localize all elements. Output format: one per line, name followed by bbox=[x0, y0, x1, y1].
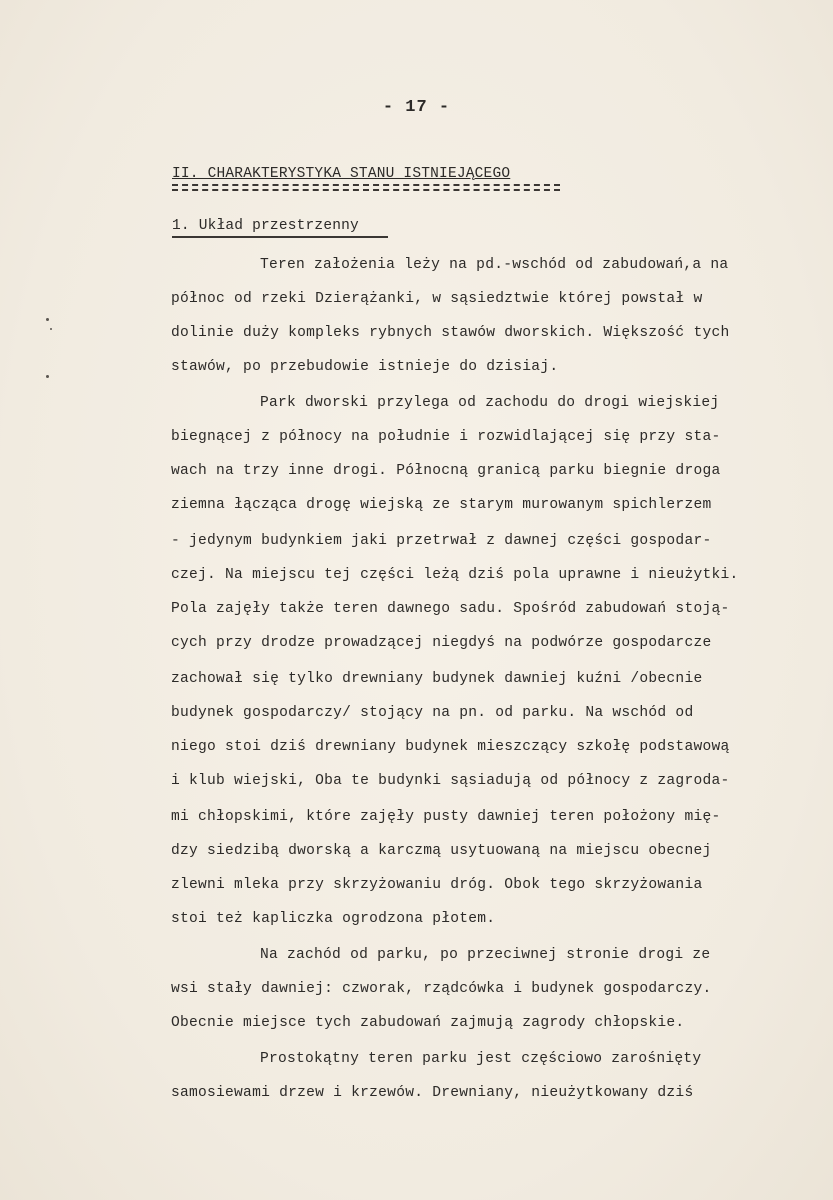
text-line: Teren założenia leży na pd.-wschód od zabudowań,a na bbox=[260, 257, 729, 273]
scan-speck bbox=[46, 375, 49, 378]
text-line: ziemna łącząca drogę wiejską ze starym murowanym spichlerzem bbox=[171, 497, 712, 513]
scan-speck bbox=[46, 318, 49, 321]
page-number: - 17 - bbox=[382, 98, 451, 117]
text-line: mi chłopskimi, które zajęły pusty dawniej teren położony mię- bbox=[171, 809, 721, 825]
text-line: stawów, po przebudowie istnieje do dzisiaj. bbox=[171, 359, 559, 375]
text-line: stoi też kapliczka ogrodzona płotem. bbox=[171, 911, 496, 927]
text-line: Obecnie miejsce tych zabudowań zajmują zagrody chłopskie. bbox=[171, 1015, 685, 1031]
text-line: budynek gospodarczy/ stojący na pn. od parku. Na wschód od bbox=[171, 705, 694, 721]
text-line: i klub wiejski, Oba te budynki sąsiadują od północy z zagroda- bbox=[171, 773, 730, 789]
text-line: cych przy drodze prowadzącej niegdyś na podwórze gospodarcze bbox=[171, 635, 712, 651]
text-line: Park dworski przylega od zachodu do drogi wiejskiej bbox=[260, 395, 720, 411]
text-line: Pola zajęły także teren dawnego sadu. Spośród zabudowań stoją- bbox=[171, 601, 730, 617]
text-line: niego stoi dziś drewniany budynek mieszczący szkołę podstawową bbox=[171, 739, 730, 755]
section-underline bbox=[172, 236, 388, 238]
text-line: biegnącej z północy na południe i rozwidlającej się przy sta- bbox=[171, 429, 721, 445]
scan-speck bbox=[50, 328, 52, 330]
chapter-title: II. CHARAKTERYSTYKA STANU ISTNIEJĄCEGO bbox=[172, 166, 511, 182]
text-line: wsi stały dawniej: czworak, rządcówka i budynek gospodarczy. bbox=[171, 981, 712, 997]
text-line: zachował się tylko drewniany budynek dawniej kuźni /obecnie bbox=[171, 671, 703, 687]
double-underline-divider bbox=[172, 184, 560, 191]
text-line: dolinie duży kompleks rybnych stawów dworskich. Większość tych bbox=[171, 325, 730, 341]
text-line: Na zachód od parku, po przeciwnej stronie drogi ze bbox=[260, 947, 711, 963]
text-line: czej. Na miejscu tej części leżą dziś pola uprawne i nieużytki. bbox=[171, 567, 739, 583]
text-line: wach na trzy inne drogi. Północną granicą parku biegnie droga bbox=[171, 463, 721, 479]
text-line: samosiewami drzew i krzewów. Drewniany, nieużytkowany dziś bbox=[171, 1085, 694, 1101]
text-line: północ od rzeki Dzierążanki, w sąsiedztwie której powstał w bbox=[171, 291, 703, 307]
text-line: Prostokątny teren parku jest częściowo zarośnięty bbox=[260, 1051, 702, 1067]
text-line: zlewni mleka przy skrzyżowaniu dróg. Obok tego skrzyżowania bbox=[171, 877, 703, 893]
text-line: - jedynym budynkiem jaki przetrwał z dawnej części gospodar- bbox=[171, 533, 712, 549]
section-title: 1. Układ przestrzenny bbox=[172, 218, 359, 234]
text-line: dzy siedzibą dworską a karczmą usytuowaną na miejscu obecnej bbox=[171, 843, 712, 859]
